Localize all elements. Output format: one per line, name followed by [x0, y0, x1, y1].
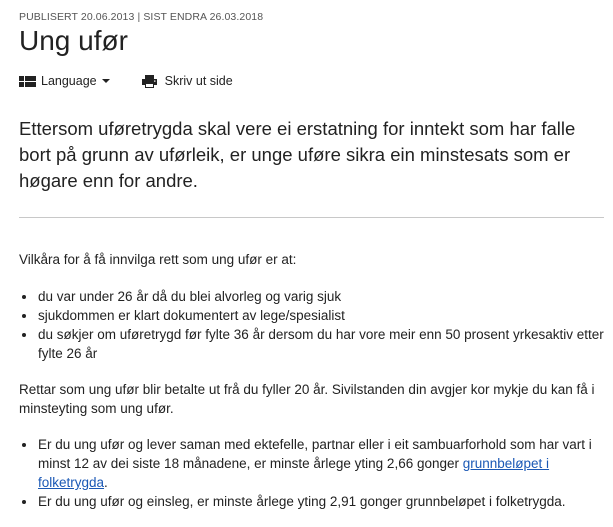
caret-down-icon	[102, 79, 110, 83]
page-title: Ung ufør	[19, 25, 128, 56]
rates-list	[19, 435, 604, 511]
language-button[interactable]	[19, 74, 110, 88]
conditions-list	[19, 287, 604, 363]
grunnbelop-link[interactable]: grunnbeløpet i folketrygda	[38, 456, 550, 490]
list-item: du søkjer om uføretrygd før fylte 36 år dersom du har vore meir enn 50 prosent yrkesaktiv etter fylte 26 år	[19, 325, 604, 363]
language-label: Language	[41, 74, 97, 88]
publish-info	[19, 11, 263, 23]
meta-separator: |	[134, 11, 144, 23]
rate-cohabiting-text: Er du ung ufør og lever saman med ektefelle, partnar eller i eit sambuarforhold som har vart i minst 12 av dei siste 18 månadene, er minste årlege yting 2,66 gonger	[38, 437, 592, 471]
list-item: sjukdommen er klart dokumentert av lege/spesialist	[19, 306, 604, 325]
conditions-intro: Vilkåra for å få innvilga rett som ung ufør er at:	[19, 252, 297, 267]
article-toolbar	[19, 73, 233, 89]
print-button[interactable]	[142, 74, 233, 88]
list-item	[19, 435, 604, 492]
divider	[19, 217, 604, 218]
lead-paragraph: Ettersom uføretrygda skal vere ei erstatning for inntekt som har falle bort på grunn av uførleik, er unge uføre sikra ein minstesats som er høgare enn for andre.	[19, 118, 576, 191]
payment-paragraph: Rettar som ung ufør blir betalte ut frå du fyller 20 år. Sivilstanden din avgjer kor mykje du kan få i minsteyting som ung ufør.	[19, 382, 595, 416]
grid-icon	[19, 76, 36, 87]
list-item: Er du ung ufør og einsleg, er minste årlege yting 2,91 gonger grunnbeløpet i folketrygda.	[19, 492, 604, 511]
print-label: Skriv ut side	[164, 74, 233, 88]
published-date: PUBLISERT 20.06.2013	[19, 11, 135, 23]
updated-date: SIST ENDRA 26.03.2018	[143, 11, 264, 23]
printer-icon	[142, 75, 157, 88]
list-item: du var under 26 år då du blei alvorleg og varig sjuk	[19, 287, 604, 306]
rate-cohabiting-end: .	[104, 475, 108, 490]
